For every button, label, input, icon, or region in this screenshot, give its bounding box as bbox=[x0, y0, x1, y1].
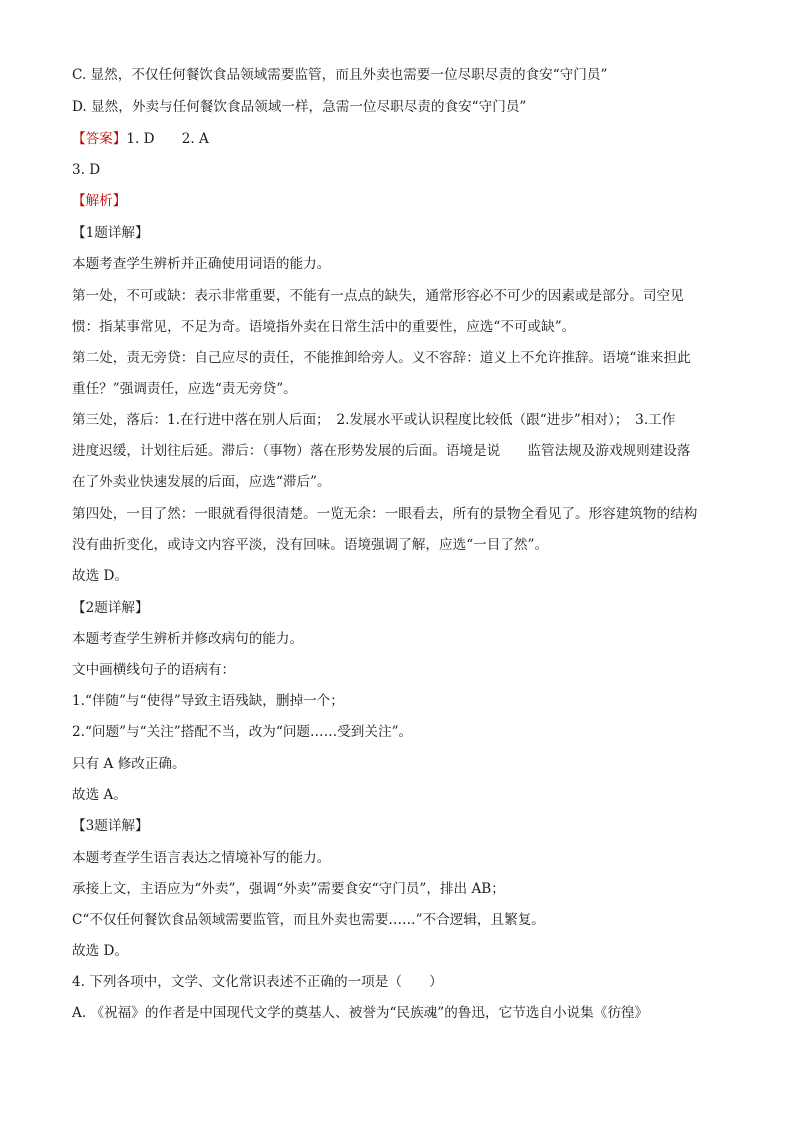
text-line: 文中画横线句子的语病有： bbox=[72, 662, 236, 678]
analysis-heading bbox=[72, 191, 724, 211]
text-line: 故选 D。 bbox=[72, 568, 129, 584]
text-line: 第三处，落后：1.在行进中落在别人后面； 2.发展水平或认识程度比较低（跟“进步”相对）； 3.工作 bbox=[72, 412, 676, 428]
text-line: 第四处，一目了然：一眼就看得很清楚。一览无余：一眼看去，所有的景物全看见了。形容建筑物的结构 bbox=[72, 506, 698, 522]
text-line: 惯：指某事常见，不足为奇。语境指外卖在日常生活中的重要性，应选“不可或缺”。 bbox=[72, 319, 576, 335]
text-line: 没有曲折变化，或诗文内容平淡，没有回味。语境强调了解，应选“一目了然”。 bbox=[72, 537, 549, 553]
text-line: 1.“伴随”与“使得”导致主语残缺，删掉一个； bbox=[72, 693, 344, 709]
text-line: 故选 A。 bbox=[72, 787, 127, 803]
option-d-line: D. 显然，外卖与任何餐饮食品领域一样，急需一位尽职尽责的食安“守门员” bbox=[72, 99, 527, 115]
section-2-heading: 【2题详解】 bbox=[72, 600, 149, 616]
answer-line-3: 3. D bbox=[72, 162, 101, 178]
text-line: 重任？”强调责任，应选“责无旁贷”。 bbox=[72, 381, 297, 397]
answer-label: 【答案】 bbox=[72, 131, 127, 147]
text-line: 本题考查学生辨析并正确使用词语的能力。 bbox=[72, 256, 331, 272]
text-line: 故选 D。 bbox=[72, 943, 129, 959]
text-line: 只有 A 修改正确。 bbox=[72, 756, 186, 772]
text-line: 承接上文，主语应为“外卖”，强调“外卖”需要食安“守门员”，排出 AB； bbox=[72, 881, 505, 897]
text-line: 本题考查学生语言表达之情境补写的能力。 bbox=[72, 850, 331, 866]
question-4: 4. 下列各项中，文学、文化常识表述不正确的一项是（ ） bbox=[72, 974, 443, 990]
question-4-option-a: A. 《祝福》的作者是中国现代文学的奠基人、被誉为“民族魂”的鲁迅，它节选自小说集《彷徨》 bbox=[72, 1005, 649, 1021]
answer-line: 【答案】1. D 2. A bbox=[72, 131, 209, 147]
text-line: C“不仅任何餐饮食品领域需要监管，而且外卖也需要……”不合逻辑，且繁复。 bbox=[72, 912, 545, 928]
text-line: 第一处，不可或缺：表示非常重要，不能有一点点的缺失，通常形容必不可少的因素或是部分。司空见 bbox=[72, 288, 684, 304]
text-line: 本题考查学生辨析并修改病句的能力。 bbox=[72, 631, 304, 647]
option-c-line: C. 显然，不仅任何餐饮食品领域需要监管，而且外卖也需要一位尽职尽责的食安“守门员” bbox=[72, 67, 608, 83]
text-line: 在了外卖业快速发展的后面，应选“滞后”。 bbox=[72, 474, 331, 490]
text-line: 进度迟缓，计划往后延。滞后：（事物）落在形势发展的后面。语境是说 监管法规及游戏规则建设落 bbox=[72, 443, 691, 459]
analysis-label: 【解析】 bbox=[72, 193, 127, 209]
text-line: 第二处，责无旁贷：自己应尽的责任，不能推卸给旁人。义不容辞：道义上不允许推辞。语境“谁来担此 bbox=[72, 350, 691, 366]
section-1-heading: 【1题详解】 bbox=[72, 225, 149, 241]
section-3-heading: 【3题详解】 bbox=[72, 818, 149, 834]
text-line: 2.“问题”与“关注”搭配不当，改为“问题……受到关注”。 bbox=[72, 724, 413, 740]
